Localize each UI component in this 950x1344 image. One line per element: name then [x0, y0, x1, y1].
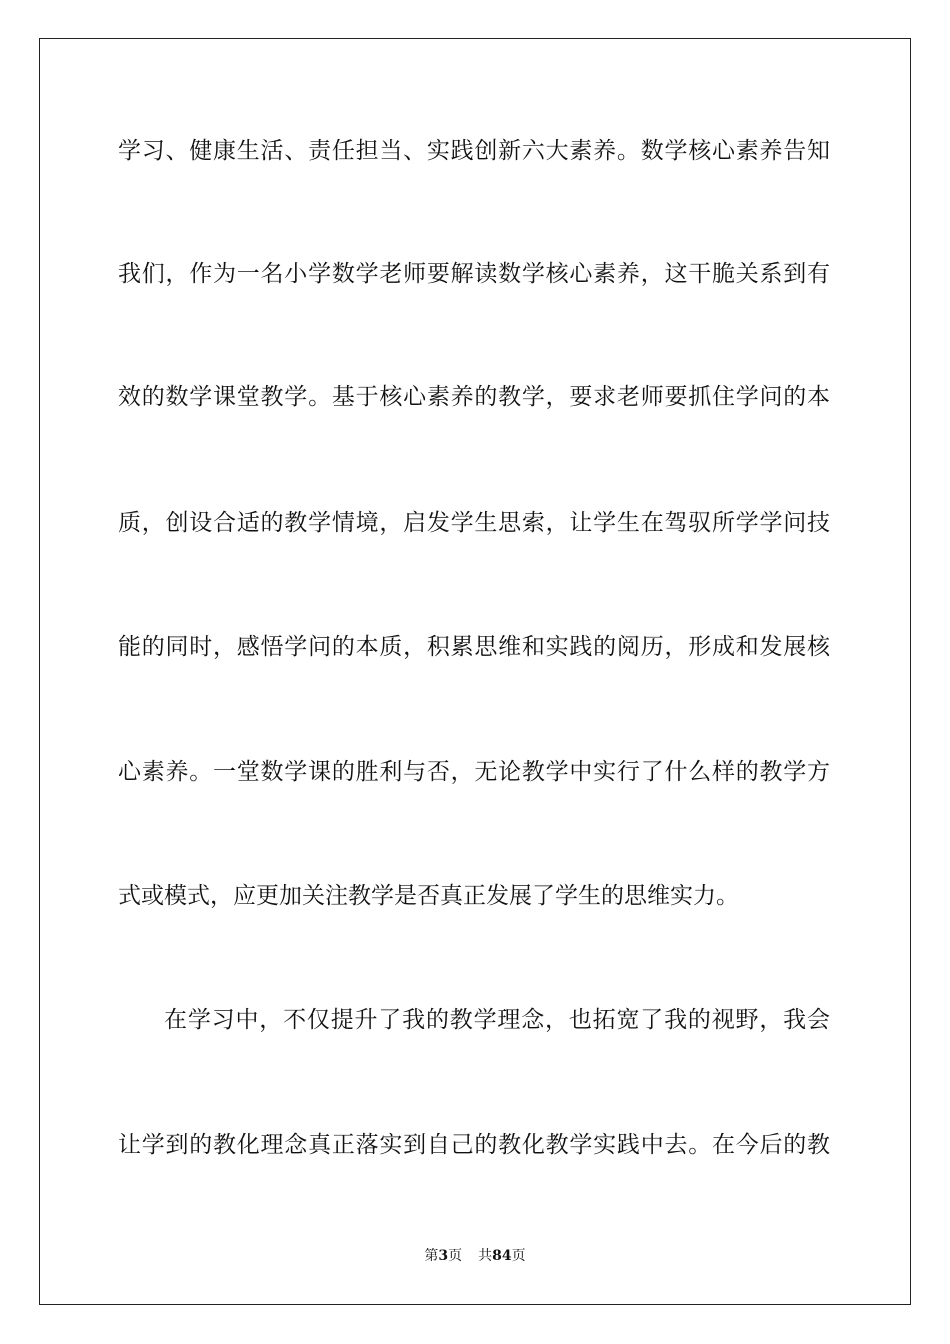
page-number: 3	[438, 1248, 449, 1264]
paragraph-line-indented: 在学习中，不仅提升了我的教学理念，也拓宽了我的视野，我会	[164, 1007, 830, 1033]
page-suffix: 页	[448, 1248, 463, 1264]
total-prefix: 共	[478, 1248, 493, 1264]
paragraph-line: 让学到的教化理念真正落实到自己的教化教学实践中去。在今后的教	[118, 1132, 830, 1158]
total-suffix: 页	[511, 1248, 526, 1264]
paragraph-line: 心素养。一堂数学课的胜利与否，无论教学中实行了什么样的教学方	[118, 759, 830, 785]
total-pages: 84	[492, 1248, 512, 1264]
paragraph-line: 能的同时，感悟学问的本质，积累思维和实践的阅历，形成和发展核	[118, 634, 830, 660]
page-frame	[39, 38, 911, 1305]
paragraph-line-last: 式或模式，应更加关注教学是否真正发展了学生的思维实力。	[118, 883, 739, 909]
paragraph-line: 学习、健康生活、责任担当、实践创新六大素养。数学核心素养告知	[118, 138, 830, 164]
page-prefix: 第	[424, 1248, 439, 1264]
paragraph-line: 效的数学课堂教学。基于核心素养的教学，要求老师要抓住学问的本	[118, 384, 830, 410]
page-footer	[0, 1246, 950, 1266]
paragraph-line: 我们，作为一名小学数学老师要解读数学核心素养，这干脆关系到有	[118, 261, 830, 287]
paragraph-line: 质，创设合适的教学情境，启发学生思索，让学生在驾驭所学学问技	[118, 510, 830, 536]
